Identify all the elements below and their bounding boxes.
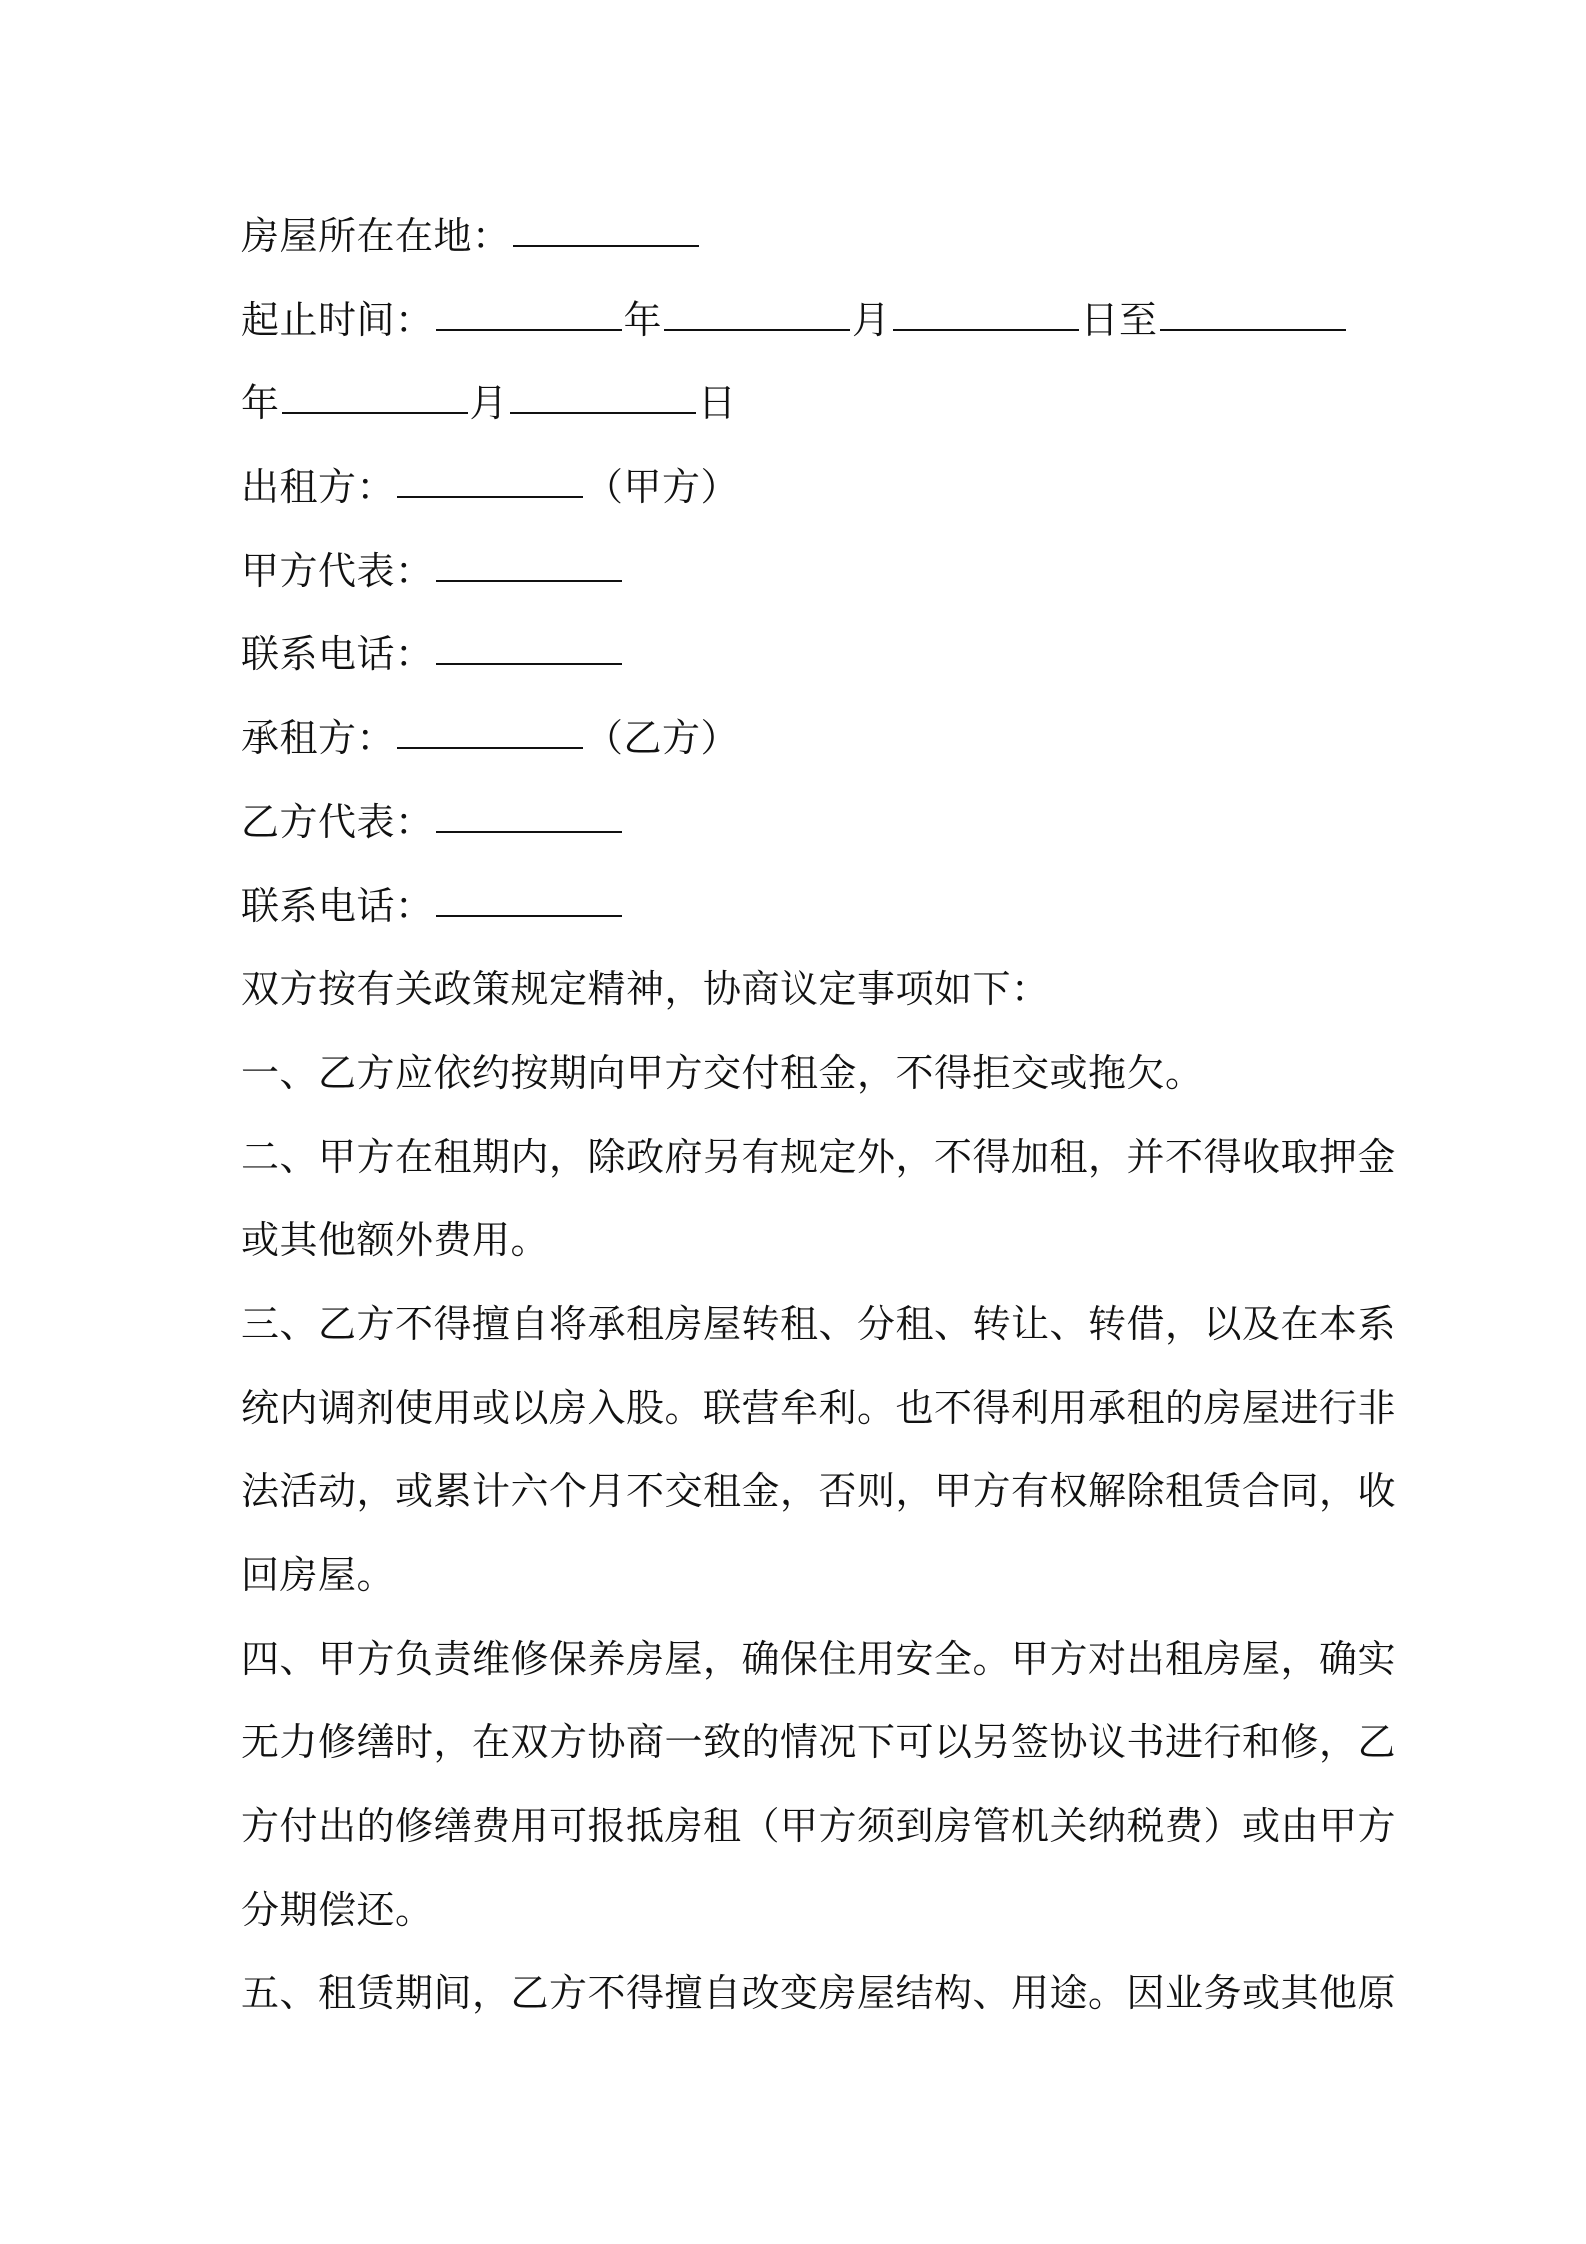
- fill-in-blank: [436, 625, 622, 665]
- line-text: 二、甲方在租期内，除政府另有规定外，不得加租，并不得收取押金: [241, 1134, 1397, 1179]
- line-text: 方付出的修缮费用可报抵房租（甲方须到房管机关纳税费）或由甲方: [241, 1804, 1397, 1849]
- line-text: 联系电话：: [241, 632, 434, 677]
- fill-in-blank: [436, 877, 622, 917]
- document-line: [241, 362, 1359, 446]
- fill-in-blank: [436, 793, 622, 833]
- line-text: 起止时间：: [241, 297, 434, 342]
- document-line: [241, 1701, 1397, 1785]
- line-text: 一、乙方应依约按期向甲方交付租金，不得拒交或拖欠。: [241, 1050, 1204, 1095]
- line-text: 法活动，或累计六个月不交租金，否则，甲方有权解除租赁合同，收: [241, 1469, 1397, 1514]
- fill-in-blank: [893, 291, 1079, 331]
- fill-in-blank: [510, 374, 696, 414]
- line-text: 联系电话：: [241, 883, 434, 928]
- line-text: 乙方代表：: [241, 799, 434, 844]
- document-line: [241, 1618, 1397, 1702]
- line-text: （甲方）: [585, 465, 740, 510]
- line-text: 分期偿还。: [241, 1887, 434, 1932]
- line-text: 日: [698, 381, 737, 426]
- line-text: 年: [623, 297, 663, 342]
- document-line: [241, 613, 1359, 697]
- line-text: 年: [241, 381, 280, 426]
- document-line: [241, 530, 1359, 614]
- line-text: 甲方代表：: [241, 548, 434, 593]
- line-text: 三、乙方不得擅自将承租房屋转租、分租、转让、转借，以及在本系: [241, 1301, 1397, 1346]
- document-line: [241, 865, 1359, 949]
- fill-in-blank: [513, 207, 699, 247]
- line-text: 日至: [1080, 297, 1158, 342]
- document-line: [241, 697, 1359, 781]
- document-line: [241, 1869, 1359, 1953]
- fill-in-blank: [282, 374, 468, 414]
- fill-in-blank: [397, 709, 583, 749]
- line-text: （乙方）: [585, 716, 740, 761]
- line-text: 承租方：: [241, 716, 396, 761]
- document-line: [241, 279, 1359, 363]
- line-text: 双方按有关政策规定精神，协商议定事项如下：: [241, 967, 1050, 1012]
- line-text: 四、甲方负责维修保养房屋，确保住用安全。甲方对出租房屋，确实: [241, 1636, 1397, 1681]
- line-text: 五、租赁期间，乙方不得擅自改变房屋结构、用途。因业务或其他原: [241, 1971, 1397, 2016]
- document-line: [241, 1032, 1359, 1116]
- document-line: [241, 195, 1359, 279]
- document-line: [241, 1367, 1397, 1451]
- line-text: 或其他额外费用。: [241, 1218, 550, 1263]
- document-line: [241, 781, 1359, 865]
- document-line: [241, 1534, 1359, 1618]
- line-text: 月: [852, 297, 891, 342]
- document-line: [241, 1283, 1397, 1367]
- line-text: 回房屋。: [241, 1553, 396, 1597]
- contract-body: [241, 195, 1397, 2036]
- line-text: 月: [469, 381, 509, 426]
- document-line: [241, 446, 1359, 530]
- document-line: [241, 1785, 1397, 1869]
- fill-in-blank: [436, 542, 622, 582]
- fill-in-blank: [436, 291, 622, 331]
- line-text: 房屋所在在地：: [241, 214, 511, 258]
- line-text: 出租方：: [241, 465, 396, 510]
- document-line: [241, 1952, 1397, 2036]
- document-line: [241, 1116, 1397, 1200]
- document-line: [241, 1450, 1397, 1534]
- fill-in-blank: [397, 458, 583, 498]
- line-text: 无力修缮时，在双方协商一致的情况下可以另签协议书进行和修，乙: [241, 1720, 1397, 1765]
- line-text: 统内调剂使用或以房入股。联营牟利。也不得利用承租的房屋进行非: [241, 1385, 1397, 1430]
- fill-in-blank: [1160, 291, 1346, 331]
- document-line: [241, 948, 1359, 1032]
- fill-in-blank: [664, 291, 850, 331]
- document-line: [241, 1199, 1359, 1283]
